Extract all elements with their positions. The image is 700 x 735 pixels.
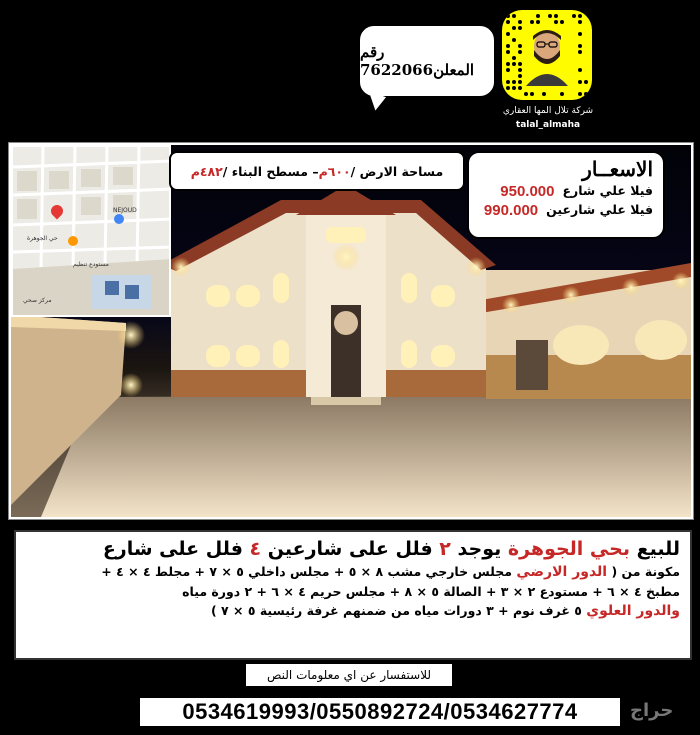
snapcode-dot [518, 26, 522, 30]
snapcode-dot [506, 80, 510, 84]
snapcode-dot [506, 44, 510, 48]
title-text: فلل على شارعين [261, 538, 440, 560]
snap-handle: talal_almaha [515, 120, 581, 130]
line-text: مكونة من ( [607, 564, 680, 579]
snapcode-dot [578, 20, 582, 24]
snapcode-dot [584, 80, 588, 84]
snapcode-dot [584, 92, 588, 96]
snapcode-dot [530, 92, 534, 96]
title-text: فلل على شارع [102, 538, 250, 560]
snapcode-dot [512, 26, 516, 30]
description-title [26, 538, 680, 560]
snapcode-dot [506, 32, 510, 36]
price-row [479, 202, 653, 219]
location-map[interactable] [11, 145, 171, 317]
snapcode-dot [530, 20, 534, 24]
inquiry-text: للاستفسار عن اي معلومات النص [246, 664, 452, 686]
title-highlight: بحي الجوهرة [507, 538, 630, 560]
price-row [479, 183, 653, 200]
snapcode-dot [506, 14, 510, 18]
area-value: ٦٠٠م [318, 163, 351, 179]
snapcode-dot [536, 14, 540, 18]
snapcode-dot [506, 86, 510, 90]
price-label: فيلا علي شارعين [546, 202, 653, 217]
ad-number-text: رقم المعلن7622066 [360, 43, 475, 79]
snapcode-dot [536, 20, 540, 24]
snapcode-dot [506, 68, 510, 72]
snapcode-dot [512, 56, 516, 60]
snapcode-dot [524, 92, 528, 96]
snapcode-dot [560, 20, 564, 24]
snapcode-dot [518, 44, 522, 48]
snapcode-dot [542, 92, 546, 96]
snapcode-dot [578, 92, 582, 96]
snapcode-dot [506, 50, 510, 54]
area-label: مساحة الارض / [350, 163, 444, 179]
title-text: للبيع [630, 538, 680, 560]
title-highlight: ٢ [439, 538, 451, 560]
snapcode-dot [572, 14, 576, 18]
snapcode-dot [518, 74, 522, 78]
property-photo [11, 145, 691, 517]
description-line [26, 564, 680, 580]
snapcode-dot [578, 32, 582, 36]
snapcode-dot [548, 14, 552, 18]
line-highlight: والدور العلوي [586, 603, 680, 619]
map-label: مستودع تنظيم [73, 261, 109, 268]
snapcode-dot [518, 68, 522, 72]
description-line: مطبخ ٤ × ٦ + مستودع ٢ × ٣ + الصالة ٥ × ٨ + مجلس حريم ٤ × ٦ + ٢ دورة مياه [182, 584, 680, 599]
title-text: يوجد [450, 538, 508, 560]
price-value: 950.000 [500, 183, 555, 200]
company-name: شركة تلال المها العقاري [502, 106, 594, 116]
line-highlight: الدور الارضي [516, 564, 608, 580]
area-info-box [169, 151, 465, 191]
map-streets [13, 147, 171, 317]
description-box [14, 530, 692, 660]
prices-title: الاسعــار [582, 157, 653, 181]
snapcode-dot [518, 80, 522, 84]
snapcode-dot [560, 92, 564, 96]
snapcode-dot [578, 14, 582, 18]
map-label: NEJOUD [113, 207, 137, 214]
building-value: ٤٨٢م [190, 163, 223, 179]
snapcode-dot [578, 80, 582, 84]
snapcode-dot [578, 44, 582, 48]
line-text: ٥ غرف نوم + ٣ دورات مياه من ضمنهم غرفة رئيسية ٥ × ٧ ) [210, 603, 587, 618]
phone-numbers[interactable]: 0534619993/0550892724/0534627774 [140, 698, 620, 726]
snapcode-dot [518, 62, 522, 66]
snapcode-dot [518, 86, 522, 90]
snapcode-dot [518, 20, 522, 24]
snapcode-dot [512, 14, 516, 18]
snapcode-dot [554, 20, 558, 24]
snapcode-dot [578, 50, 582, 54]
snapcode-dot [578, 68, 582, 72]
property-photo-frame [8, 142, 694, 520]
snapcode-dot [512, 62, 516, 66]
ad-number-bubble [358, 24, 496, 98]
watermark: حراج [630, 700, 674, 721]
snapcode[interactable] [502, 10, 592, 100]
map-label: مركز صحي [23, 297, 52, 304]
snapcode-dot [506, 62, 510, 66]
building-label: – مسطح البناء / [222, 163, 319, 179]
snapcode-dot [512, 80, 516, 84]
line-text: مجلس خارجي مشب ٨ × ٥ + مجلس داخلي ٥ × ٧ + مجلط ٤ × ٤ + [101, 564, 517, 579]
snapcode-dot [506, 20, 510, 24]
price-value: 990.000 [483, 202, 539, 219]
snapcode-dot [554, 14, 558, 18]
snapcode-dot [512, 86, 516, 90]
snapcode-dot [512, 38, 516, 42]
prices-box [467, 151, 665, 239]
avatar-icon [522, 24, 572, 86]
map-label: حي الجوهرة [27, 235, 58, 242]
description-line [26, 603, 680, 619]
price-label: فيلا علي شارع [562, 183, 653, 198]
snapcode-dot [518, 50, 522, 54]
title-highlight: ٤ [249, 538, 262, 560]
